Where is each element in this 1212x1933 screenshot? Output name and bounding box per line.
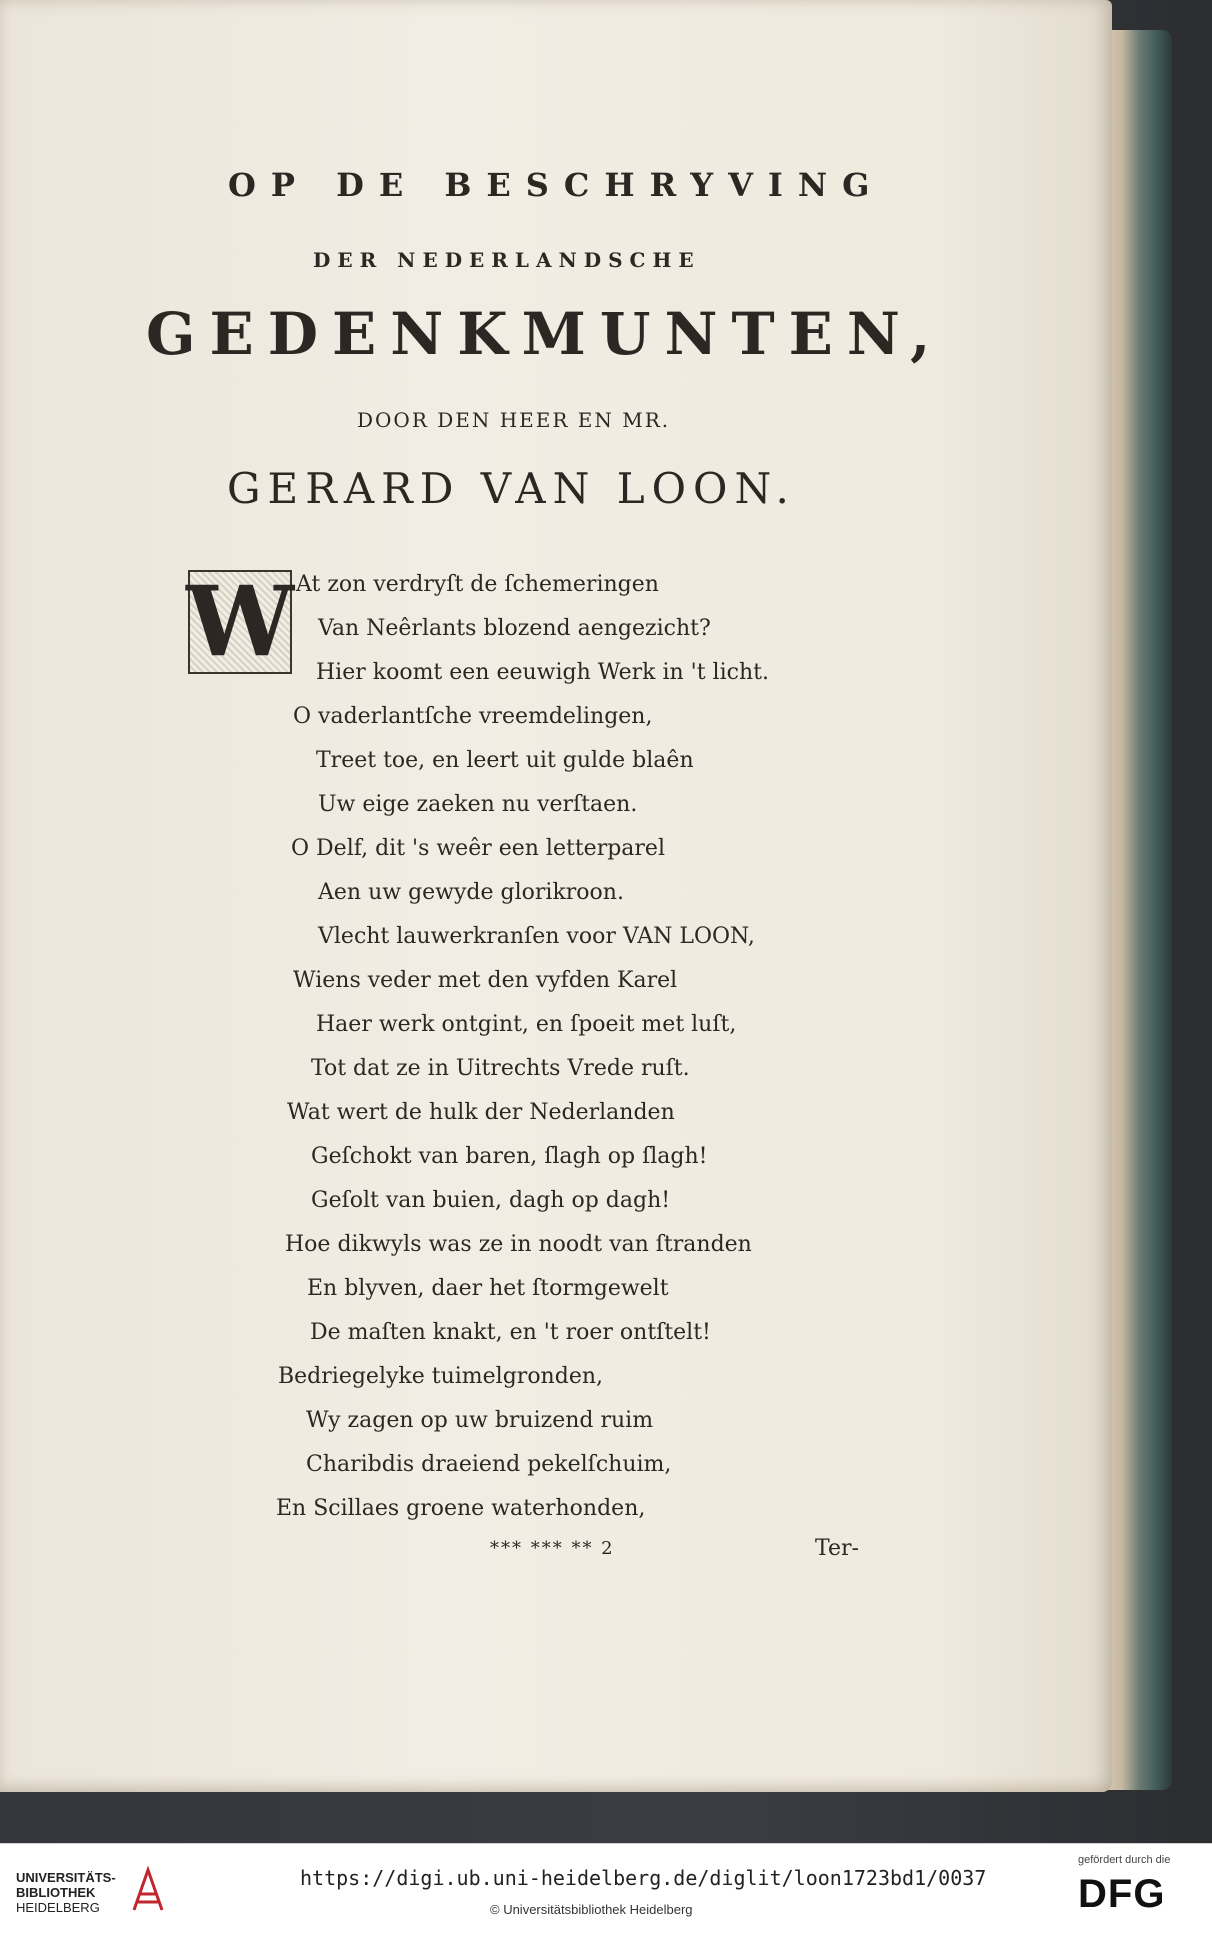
verse-line: Geſchokt van baren, ſlagh op ſlagh! <box>311 1144 708 1169</box>
verse-line: Geſolt van buien, dagh op dagh! <box>311 1188 671 1213</box>
verse-line: Wiens veder met den vyfden Karel <box>293 968 678 993</box>
verse-line: Wy zagen op uw bruizend ruim <box>306 1408 654 1433</box>
verse-line: Vlecht lauwerkranſen voor VAN LOON, <box>318 924 755 949</box>
verse-line: Tot dat ze in Uitrechts Vrede ruſt. <box>311 1056 690 1081</box>
verse-line: O vaderlantſche vreemdelingen, <box>293 704 653 729</box>
signature-mark: *** *** ** 2 <box>490 1538 615 1559</box>
title-line-5: GERARD VAN LOON. <box>227 464 796 513</box>
dfg-logo[interactable]: DFG <box>1078 1872 1166 1916</box>
library-name-line-1: UNIVERSITÄTS- <box>16 1870 116 1885</box>
drop-cap: W <box>186 565 294 678</box>
library-name-line-2: BIBLIOTHEK <box>16 1885 96 1900</box>
verse-line: Van Neêrlants blozend aengezicht? <box>318 616 711 641</box>
dfg-funding-note: gefördert durch die <box>1078 1854 1171 1866</box>
verse-line: De maſten knakt, en 't roer ontſtelt! <box>310 1320 711 1345</box>
verse-line: At zon verdryſt de ſchemeringen <box>296 572 659 597</box>
verse-line: Bedriegelyke tuimelgronden, <box>278 1364 603 1389</box>
verse-line: En Scillaes groene waterhonden, <box>276 1496 646 1521</box>
library-logo[interactable] <box>16 1870 116 1915</box>
title-line-4: DOOR DEN HEER EN MR. <box>357 408 671 432</box>
verse-line: Hoe dikwyls was ze in noodt van ſtranden <box>285 1232 752 1257</box>
title-line-1: OP DE BESCHRYVING <box>228 166 885 204</box>
verse-line: Aen uw gewyde glorikroon. <box>318 880 624 905</box>
verse-line: O Delf, dit 's weêr een letterparel <box>291 836 665 861</box>
verse-line: Treet toe, en leert uit gulde blaên <box>316 748 694 773</box>
footer-bar <box>0 1843 1212 1933</box>
page-url-link[interactable]: https://digi.ub.uni-heidelberg.de/diglit/loon1723bd1/0037 <box>300 1866 987 1890</box>
verse-line: Wat wert de hulk der Nederlanden <box>287 1100 675 1125</box>
verse-line: Haer werk ontgint, en ſpoeit met luſt, <box>316 1012 737 1037</box>
catchword: Ter- <box>815 1536 859 1561</box>
library-emblem-icon <box>128 1866 168 1914</box>
title-line-3: GEDENKMUNTEN, <box>146 300 945 368</box>
verse-line: Hier koomt een eeuwigh Werk in 't licht. <box>316 660 769 685</box>
title-line-2: DER NEDERLANDSCHE <box>313 248 701 272</box>
copyright-notice: © Universitätsbibliothek Heidelberg <box>490 1902 693 1917</box>
verse-line: En blyven, daer het ſtormgewelt <box>307 1276 669 1301</box>
verse-line: Uw eige zaeken nu verſtaen. <box>318 792 638 817</box>
verse-line: Charibdis draeiend pekelſchuim, <box>306 1452 672 1477</box>
library-name-line-3: HEIDELBERG <box>16 1900 100 1915</box>
